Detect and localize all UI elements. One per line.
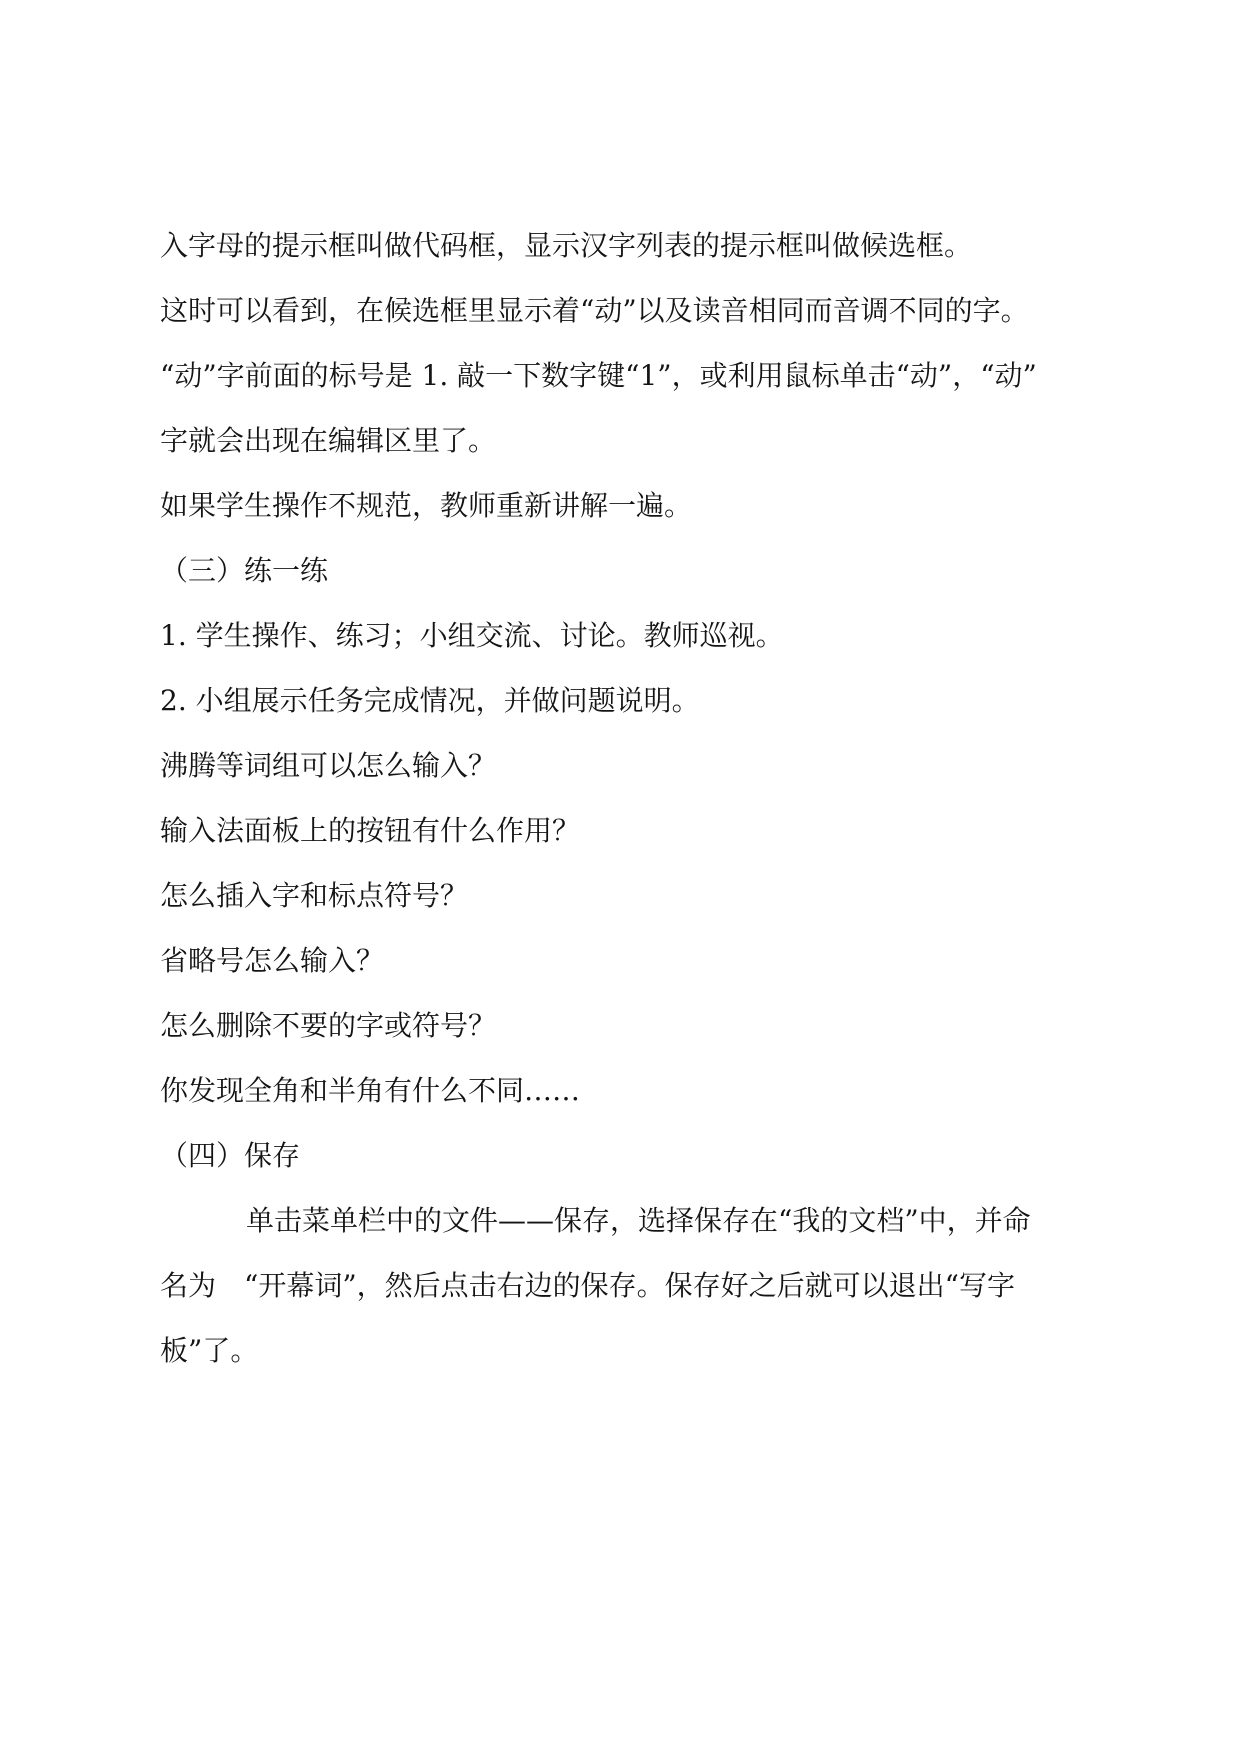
paragraph-line: 如果学生操作不规范，教师重新讲解一遍。 xyxy=(160,489,693,522)
paragraph-line: 名为 “开幕词”，然后点击右边的保存。保存好之后就可以退出“写字 xyxy=(160,1269,1015,1302)
question-line: 省略号怎么输入？ xyxy=(160,944,385,977)
question-line: 你发现全角和半角有什么不同…… xyxy=(160,1074,581,1107)
list-item: 2. 小组展示任务完成情况，并做问题说明。 xyxy=(160,684,700,717)
paragraph-line: 字就会出现在编辑区里了。 xyxy=(160,424,497,457)
section-heading: （四）保存 xyxy=(160,1139,301,1172)
question-line: 怎么删除不要的字或符号？ xyxy=(160,1009,497,1042)
paragraph-line: 板”了。 xyxy=(160,1334,259,1367)
question-line: 怎么插入字和标点符号？ xyxy=(160,879,469,912)
paragraph-line: “动”字前面的标号是 1. 敲一下数字键“1”，或利用鼠标单击“动”，“动” xyxy=(160,359,1037,392)
paragraph-line: 入字母的提示框叫做代码框，显示汉字列表的提示框叫做候选框。 xyxy=(160,229,973,262)
section-heading: （三）练一练 xyxy=(160,554,329,587)
paragraph-line: 这时可以看到，在候选框里显示着“动”以及读音相同而音调不同的字。 xyxy=(160,294,1029,327)
document-body xyxy=(160,226,1090,1396)
question-line: 输入法面板上的按钮有什么作用？ xyxy=(160,814,581,847)
list-item: 1. 学生操作、练习；小组交流、讨论。教师巡视。 xyxy=(160,619,784,652)
paragraph-line: 单击菜单栏中的文件——保存，选择保存在“我的文档”中，并命 xyxy=(246,1204,1031,1237)
question-line: 沸腾等词组可以怎么输入？ xyxy=(160,749,497,782)
